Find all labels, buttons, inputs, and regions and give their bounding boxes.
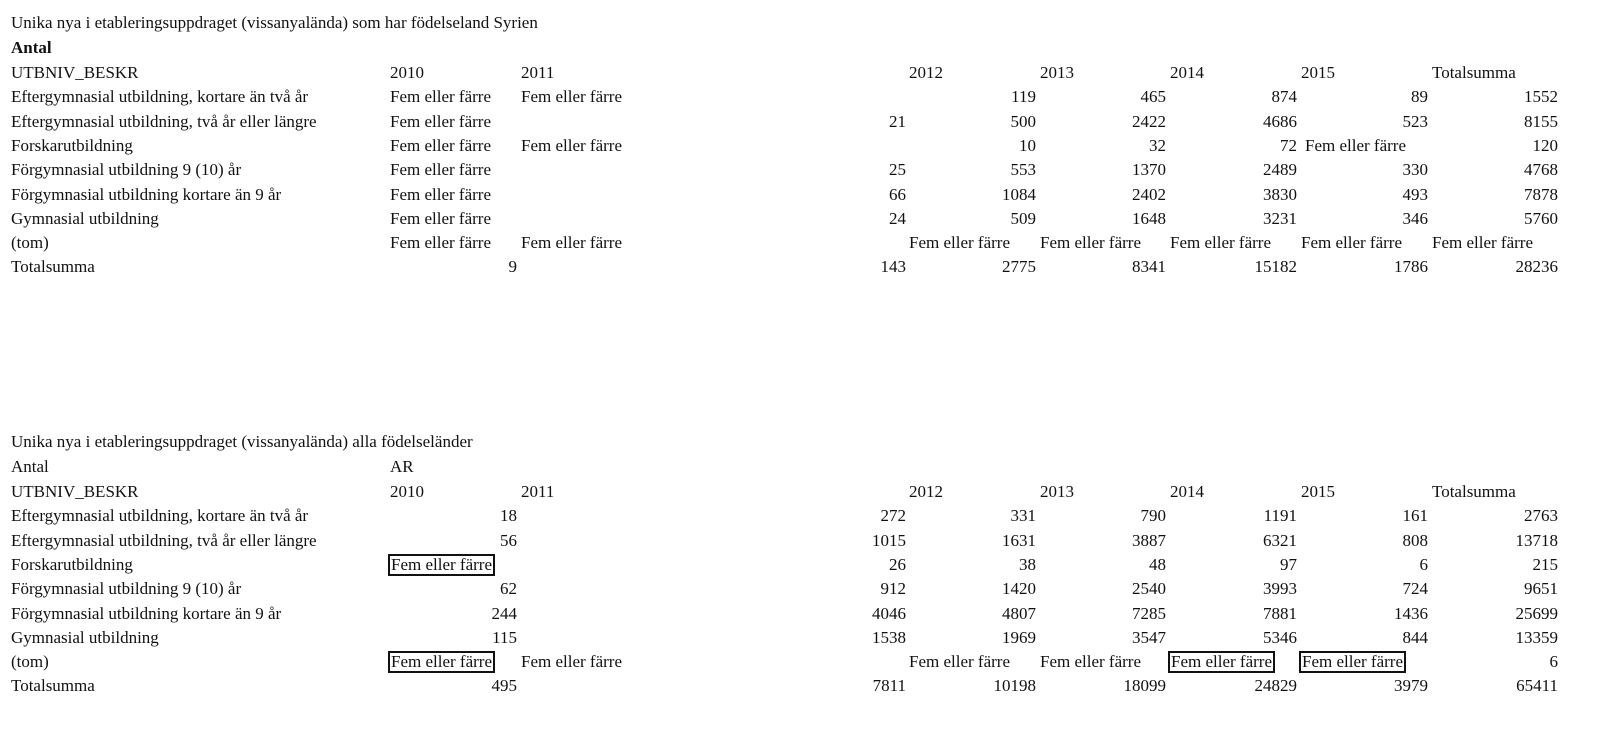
section1-measure: Antal: [11, 38, 52, 57]
column-header-label: UTBNIV_BESKR: [11, 63, 139, 82]
table-cell: 56: [500, 530, 517, 550]
table-cell: 790: [1140, 506, 1166, 526]
table-cell: 7881: [1263, 603, 1297, 623]
section2-title: Unika nya i etableringsuppdraget (vissanyalända) alla födelseländer: [11, 432, 473, 451]
column-header-label: UTBNIV_BESKR: [11, 482, 139, 501]
table-cell: 523: [1402, 111, 1428, 131]
table-cell: 2775: [1002, 257, 1036, 277]
row-label: Forskarutbildning: [11, 554, 133, 574]
table-cell: Fem eller färre: [521, 135, 622, 155]
table-cell: Fem eller färre: [1168, 651, 1275, 673]
table-cell: 1648: [1132, 208, 1166, 228]
table-cell: 7285: [1132, 603, 1166, 623]
table-cell: 874: [1271, 87, 1297, 107]
table-cell: Fem eller färre: [388, 651, 495, 673]
total-row-label: Totalsumma: [11, 676, 95, 696]
column-header: 2012: [909, 63, 943, 82]
column-header: 2013: [1040, 482, 1074, 501]
table-cell: 1969: [1002, 627, 1036, 647]
table-cell: Fem eller färre: [390, 208, 491, 228]
table-cell: 2489: [1263, 160, 1297, 180]
table-cell: 272: [880, 506, 906, 526]
table-cell: 1786: [1394, 257, 1428, 277]
table-cell: 10198: [993, 676, 1036, 696]
table-cell: Fem eller färre: [388, 554, 495, 576]
row-label: Eftergymnasial utbildning, två år eller längre: [11, 530, 317, 550]
table-cell: 24: [889, 208, 906, 228]
table-cell: 32: [1149, 135, 1166, 155]
table-cell: 1370: [1132, 160, 1166, 180]
table-cell: 4768: [1524, 160, 1558, 180]
table-cell: 1191: [1263, 506, 1297, 526]
column-header: 2015: [1301, 63, 1335, 82]
table-cell: 65411: [1516, 676, 1558, 696]
table-cell: 495: [491, 676, 517, 696]
table-cell: 2540: [1132, 579, 1166, 599]
table-cell: 3887: [1132, 530, 1166, 550]
column-header: 2011: [521, 482, 555, 501]
table-cell: Fem eller färre: [909, 233, 1010, 253]
row-label: Forskarutbildning: [11, 135, 133, 155]
table-cell: 465: [1140, 87, 1166, 107]
table-cell: Fem eller färre: [1040, 652, 1141, 672]
table-cell: 509: [1010, 208, 1036, 228]
table-cell: 1420: [1002, 579, 1036, 599]
table-cell: 4046: [872, 603, 906, 623]
table-cell: 3547: [1132, 627, 1166, 647]
table-cell: Fem eller färre: [390, 160, 491, 180]
table-cell: 2763: [1524, 506, 1558, 526]
table-cell: 2422: [1132, 111, 1166, 131]
table-cell: 72: [1280, 135, 1297, 155]
column-header: Totalsumma: [1432, 482, 1516, 501]
table-cell: 24829: [1254, 676, 1297, 696]
table-cell: 330: [1402, 160, 1428, 180]
table-cell: 161: [1402, 506, 1428, 526]
table-cell: 4686: [1263, 111, 1297, 131]
column-header: 2011: [521, 63, 555, 82]
table-cell: 89: [1411, 87, 1428, 107]
table-cell: Fem eller färre: [390, 233, 491, 253]
row-label: (tom): [11, 652, 49, 672]
table-cell: 2402: [1132, 184, 1166, 204]
table-cell: Fem eller färre: [1305, 135, 1406, 155]
table-cell: 28236: [1515, 257, 1558, 277]
table-cell: 331: [1010, 506, 1036, 526]
row-label: Förgymnasial utbildning kortare än 9 år: [11, 184, 282, 204]
table-cell: 808: [1402, 530, 1428, 550]
section2-column-field: AR: [390, 457, 414, 476]
column-header: 2010: [390, 63, 424, 82]
table-cell: 6: [1549, 652, 1558, 672]
table-cell: 244: [491, 603, 517, 623]
table-cell: 5346: [1263, 627, 1297, 647]
table-cell: 912: [880, 579, 906, 599]
table-cell: Fem eller färre: [390, 135, 491, 155]
table-cell: Fem eller färre: [390, 111, 491, 131]
table-cell: 66: [889, 184, 906, 204]
table-cell: 21: [889, 111, 906, 131]
table-cell: 48: [1149, 554, 1166, 574]
table-cell: 9: [508, 257, 517, 277]
row-label: Förgymnasial utbildning 9 (10) år: [11, 160, 242, 180]
table-cell: 1436: [1394, 603, 1428, 623]
table-cell: 8341: [1132, 257, 1166, 277]
table-cell: 1015: [872, 530, 906, 550]
section1-title: Unika nya i etableringsuppdraget (vissanyalända) som har födelseland Syrien: [11, 13, 538, 32]
table-cell: 25699: [1515, 603, 1558, 623]
row-label: Gymnasial utbildning: [11, 627, 159, 647]
table-cell: 3231: [1263, 208, 1297, 228]
row-label: Förgymnasial utbildning kortare än 9 år: [11, 603, 282, 623]
table-cell: 1538: [872, 627, 906, 647]
table-cell: 18099: [1123, 676, 1166, 696]
table-cell: 26: [889, 554, 906, 574]
row-label: Eftergymnasial utbildning, två år eller längre: [11, 111, 317, 131]
table-cell: 844: [1402, 627, 1428, 647]
row-label: Gymnasial utbildning: [11, 208, 159, 228]
table-cell: Fem eller färre: [1432, 233, 1533, 253]
table-cell: 10: [1019, 135, 1036, 155]
table-cell: Fem eller färre: [390, 87, 491, 107]
row-label: Eftergymnasial utbildning, kortare än två år: [11, 506, 309, 526]
row-label: (tom): [11, 233, 49, 253]
table-cell: 120: [1532, 135, 1558, 155]
table-cell: 5760: [1524, 208, 1558, 228]
column-header: 2010: [390, 482, 424, 501]
column-header: Totalsumma: [1432, 63, 1516, 82]
table-cell: 6321: [1263, 530, 1297, 550]
table-cell: 3830: [1263, 184, 1297, 204]
column-header: 2015: [1301, 482, 1335, 501]
table-cell: 500: [1010, 111, 1036, 131]
table-cell: 7878: [1524, 184, 1558, 204]
table-cell: 18: [500, 506, 517, 526]
table-cell: 13359: [1515, 627, 1558, 647]
table-cell: 119: [1011, 87, 1036, 107]
column-header: 2014: [1170, 63, 1204, 82]
table-cell: 97: [1280, 554, 1297, 574]
table-cell: 9651: [1524, 579, 1558, 599]
table-cell: 4807: [1002, 603, 1036, 623]
table-cell: Fem eller färre: [1299, 651, 1406, 673]
table-cell: 6: [1419, 554, 1428, 574]
table-cell: 553: [1010, 160, 1036, 180]
row-label: Eftergymnasial utbildning, kortare än två år: [11, 87, 309, 107]
column-header: 2013: [1040, 63, 1074, 82]
table-cell: 346: [1402, 208, 1428, 228]
table-cell: 115: [492, 627, 517, 647]
table-cell: 1552: [1524, 87, 1558, 107]
table-cell: 8155: [1524, 111, 1558, 131]
table-cell: Fem eller färre: [390, 184, 491, 204]
table-cell: 25: [889, 160, 906, 180]
table-cell: 493: [1402, 184, 1428, 204]
column-header: 2014: [1170, 482, 1204, 501]
table-cell: 38: [1019, 554, 1036, 574]
table-cell: 13718: [1515, 530, 1558, 550]
table-cell: Fem eller färre: [521, 233, 622, 253]
column-header: 2012: [909, 482, 943, 501]
table-cell: Fem eller färre: [521, 652, 622, 672]
table-cell: 7811: [872, 676, 906, 696]
row-label: Förgymnasial utbildning 9 (10) år: [11, 579, 242, 599]
table-cell: 215: [1532, 554, 1558, 574]
table-cell: 15182: [1254, 257, 1297, 277]
table-cell: 1631: [1002, 530, 1036, 550]
table-cell: Fem eller färre: [1040, 233, 1141, 253]
section2-measure: Antal: [11, 457, 49, 476]
table-cell: Fem eller färre: [521, 87, 622, 107]
table-cell: 143: [880, 257, 906, 277]
total-row-label: Totalsumma: [11, 257, 95, 277]
table-cell: Fem eller färre: [1170, 233, 1271, 253]
table-cell: Fem eller färre: [909, 652, 1010, 672]
table-cell: 62: [500, 579, 517, 599]
table-cell: Fem eller färre: [1301, 233, 1402, 253]
table-cell: 1084: [1002, 184, 1036, 204]
table-cell: 3993: [1263, 579, 1297, 599]
table-cell: 724: [1402, 579, 1428, 599]
table-cell: 3979: [1394, 676, 1428, 696]
